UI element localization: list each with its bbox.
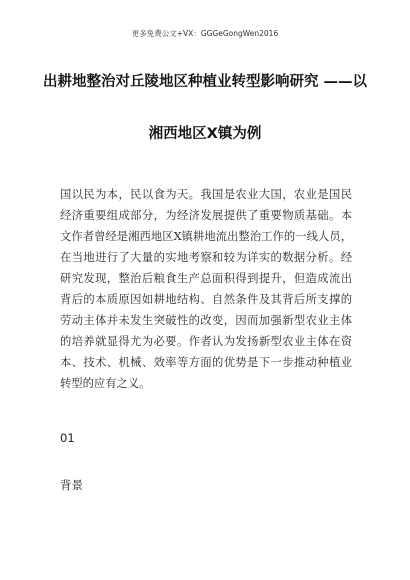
paragraph-line: 劳动主体并未发生突破性的改变，因而加强新型农业主体	[60, 314, 352, 327]
paragraph-line: 本、技术、机械、效率等方面的优势是下一步推动种植业	[60, 356, 352, 369]
paragraph-line: 在当地进行了大量的实地考察和较为详实的数据分析。经	[60, 251, 352, 264]
paragraph-line: 国以民为本，民以食为天。我国是农业大国，农业是国民	[60, 188, 352, 201]
paragraph-line: 背后的本质原因如耕地结构、自然条件及其背后所支撑的	[60, 293, 352, 306]
header-note: 更多免费公文+VX：GGGeGongWen2016	[131, 29, 279, 38]
section-number: 01	[60, 431, 75, 445]
paragraph-line: 研究发现，整治后粮食生产总面积得到提升，但造成流出	[60, 272, 352, 285]
abstract-paragraph	[60, 184, 352, 394]
section-heading: 背景	[60, 478, 83, 492]
paragraph-line: 转型的应有之义。	[60, 377, 151, 390]
paragraph-line: 经济重要组成部分，为经济发展提供了重要物质基础。本	[60, 209, 352, 222]
paragraph-line: 文作者曾经是湘西地区X镇耕地流出整治工作的一线人员，	[60, 230, 352, 243]
document-title-line-2: 湘西地区X镇为例	[148, 126, 262, 142]
paragraph-line: 的培养就显得尤为必要。作者认为发扬新型农业主体在资	[60, 335, 352, 348]
document-title-line-1: 出耕地整治对丘陵地区种植业转型影响研究 ——以	[42, 74, 368, 90]
